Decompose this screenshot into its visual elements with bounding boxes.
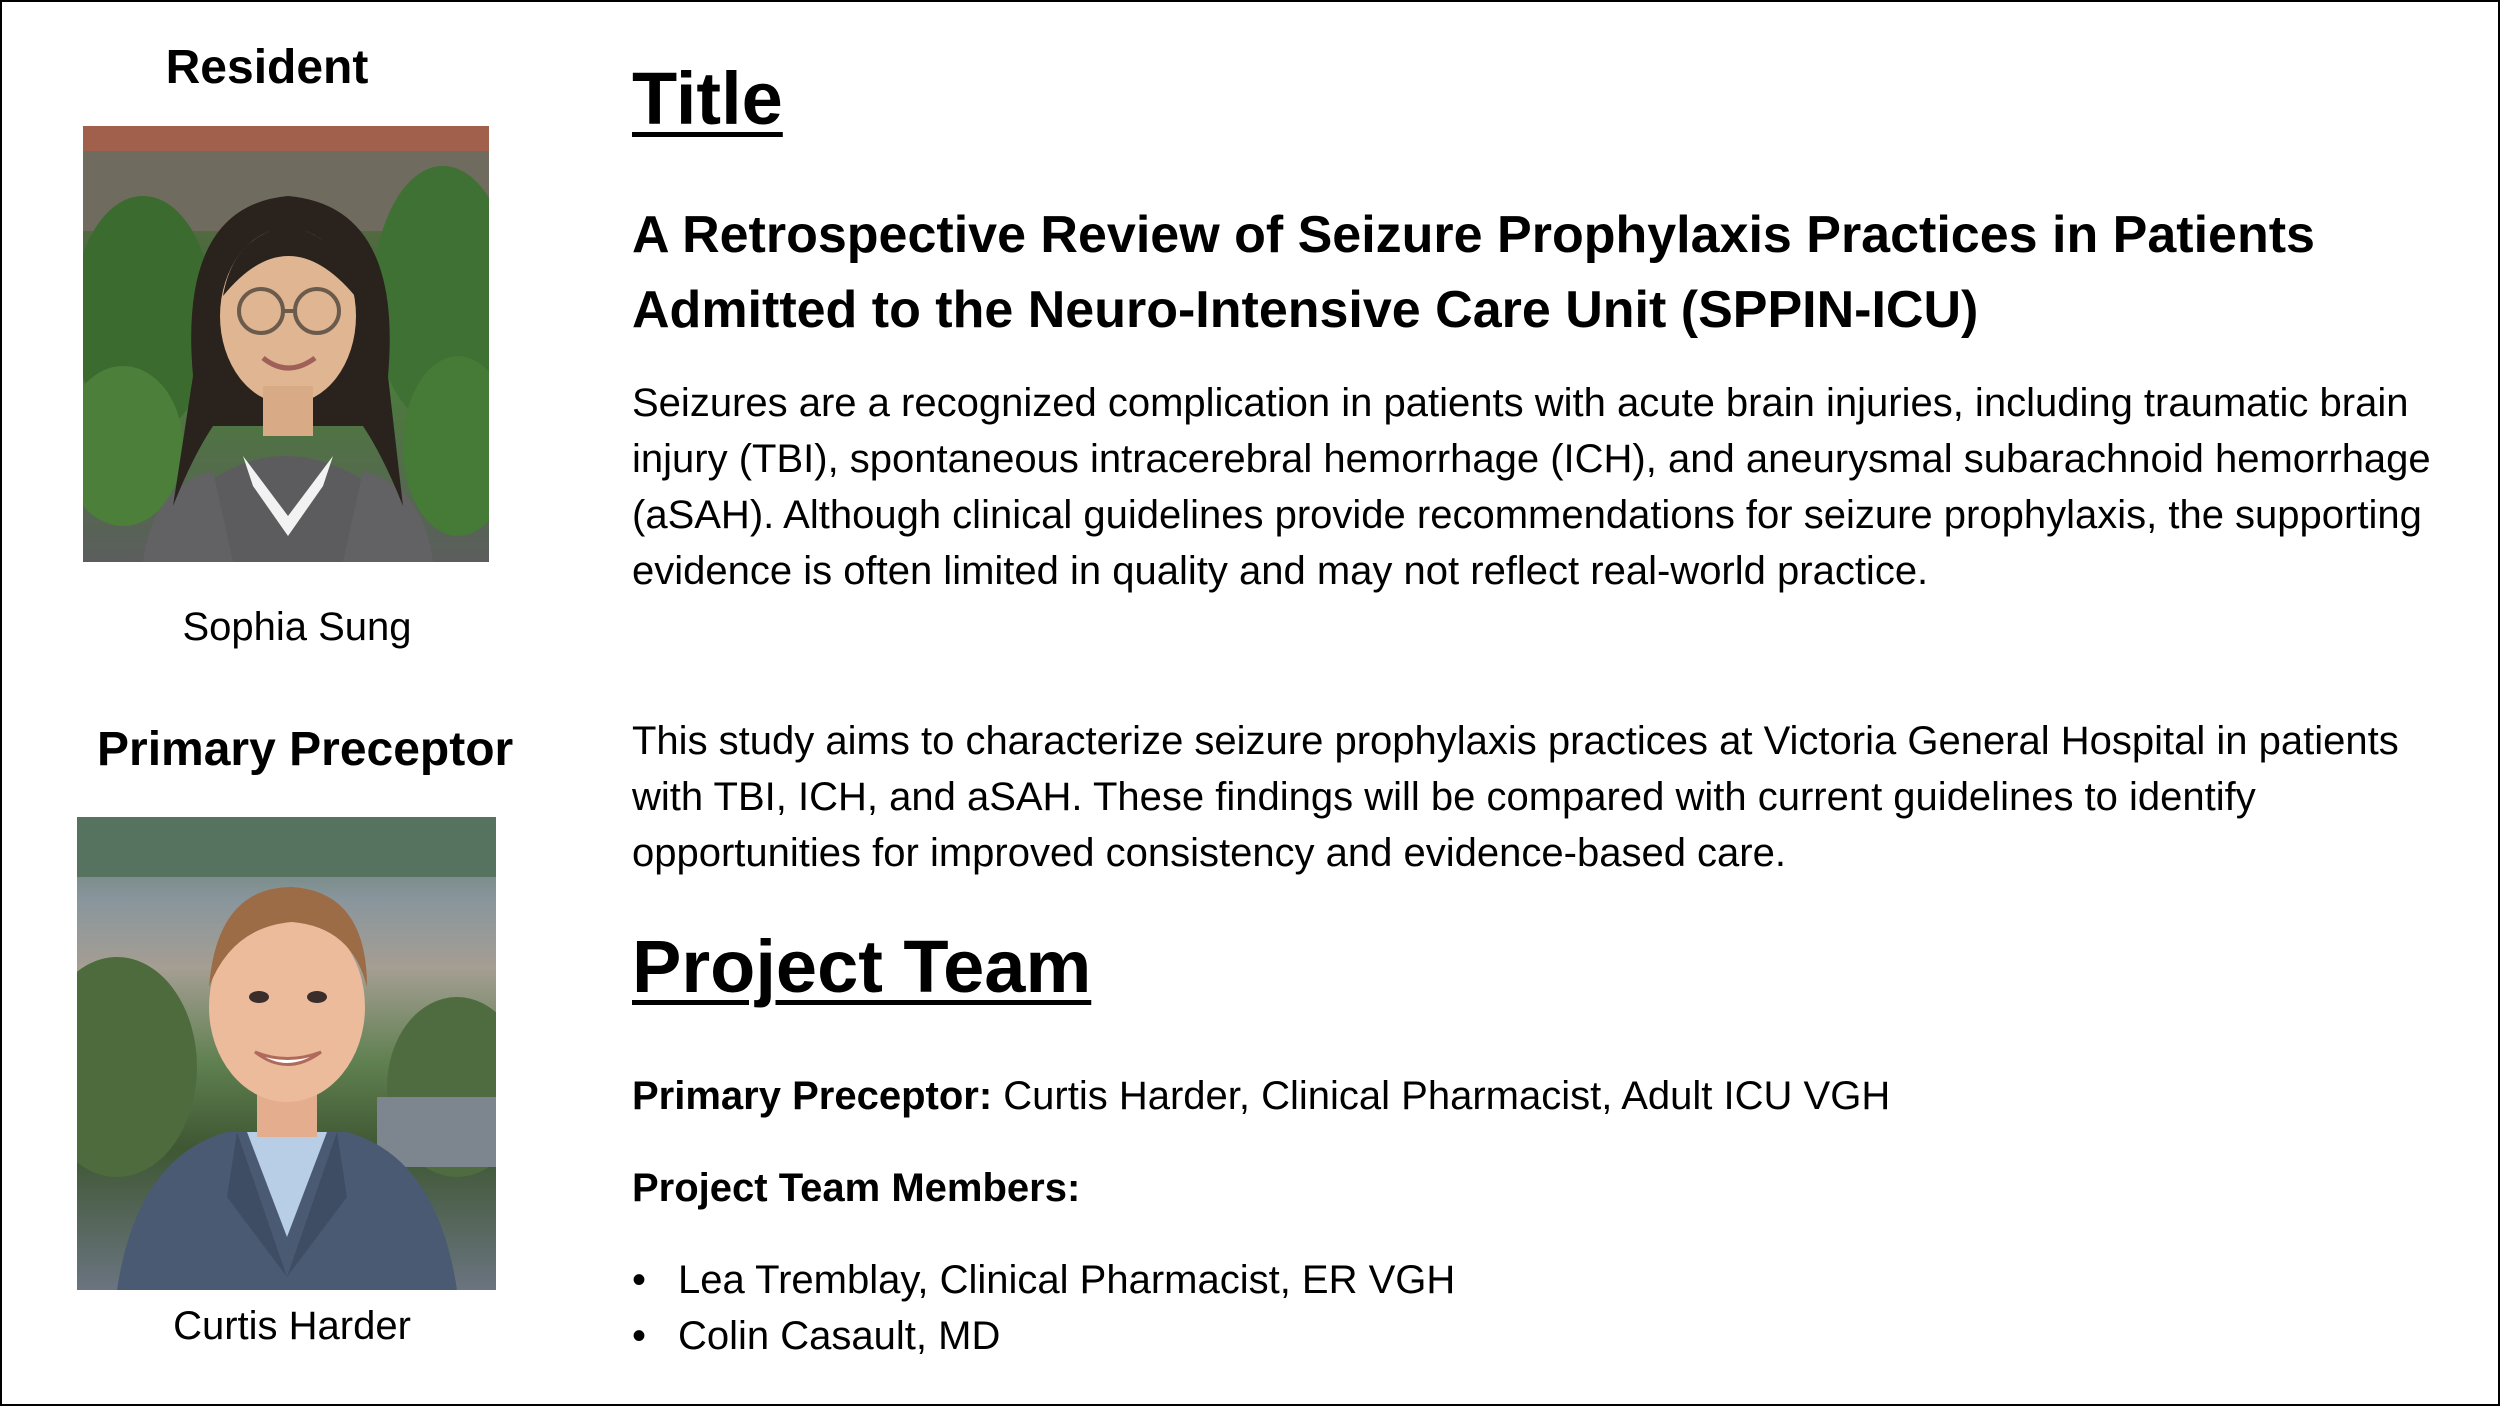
- preceptor-photo: [77, 817, 496, 1290]
- preceptor-heading: Primary Preceptor: [97, 723, 514, 776]
- list-item: [632, 1308, 1455, 1364]
- title-heading: Title: [632, 57, 783, 140]
- primary-preceptor-line: [632, 1068, 1890, 1124]
- resident-heading: Resident: [165, 41, 369, 94]
- preceptor-name: Curtis Harder: [173, 1304, 411, 1348]
- primary-preceptor-value: Curtis Harder, Clinical Pharmacist, Adult ICU VGH: [992, 1074, 1891, 1118]
- team-member: Colin Casault, MD: [678, 1314, 1001, 1358]
- bullet-icon: •: [632, 1258, 647, 1302]
- project-team-heading: Project Team: [632, 925, 1092, 1008]
- abstract-paragraph-1: Seizures are a recognized complication in patients with acute brain injuries, including traumatic brain injury (TBI), spontaneous intracerebral hemorrhage (ICH), and aneurysmal subarachnoid hemorrhage (aSAH). Although clinical guidelines provide recommendations for seizure prophylaxis, the supporting evidence is often limited in quality and may not reflect real-world practice.: [632, 381, 2431, 593]
- team-member: Lea Tremblay, Clinical Pharmacist, ER VGH: [678, 1258, 1456, 1302]
- resident-name: Sophia Sung: [182, 605, 412, 649]
- abstract-paragraph-2: This study aims to characterize seizure prophylaxis practices at Victoria General Hospital in patients with TBI, ICH, and aSAH. These findings will be compared with current guidelines to identify opportunities for improved consistency and evidence-based care.: [632, 719, 2399, 875]
- team-members-label: Project Team Members:: [632, 1166, 1081, 1210]
- bullet-icon: •: [632, 1314, 647, 1358]
- team-members-list: [632, 1252, 1455, 1364]
- resident-photo: [83, 126, 489, 562]
- study-title: A Retrospective Review of Seizure Prophylaxis Practices in Patients Admitted to the Neuro-Intensive Care Unit (SPPIN-ICU): [632, 206, 2315, 339]
- list-item: [632, 1252, 1455, 1308]
- primary-preceptor-label: Primary Preceptor:: [632, 1074, 993, 1118]
